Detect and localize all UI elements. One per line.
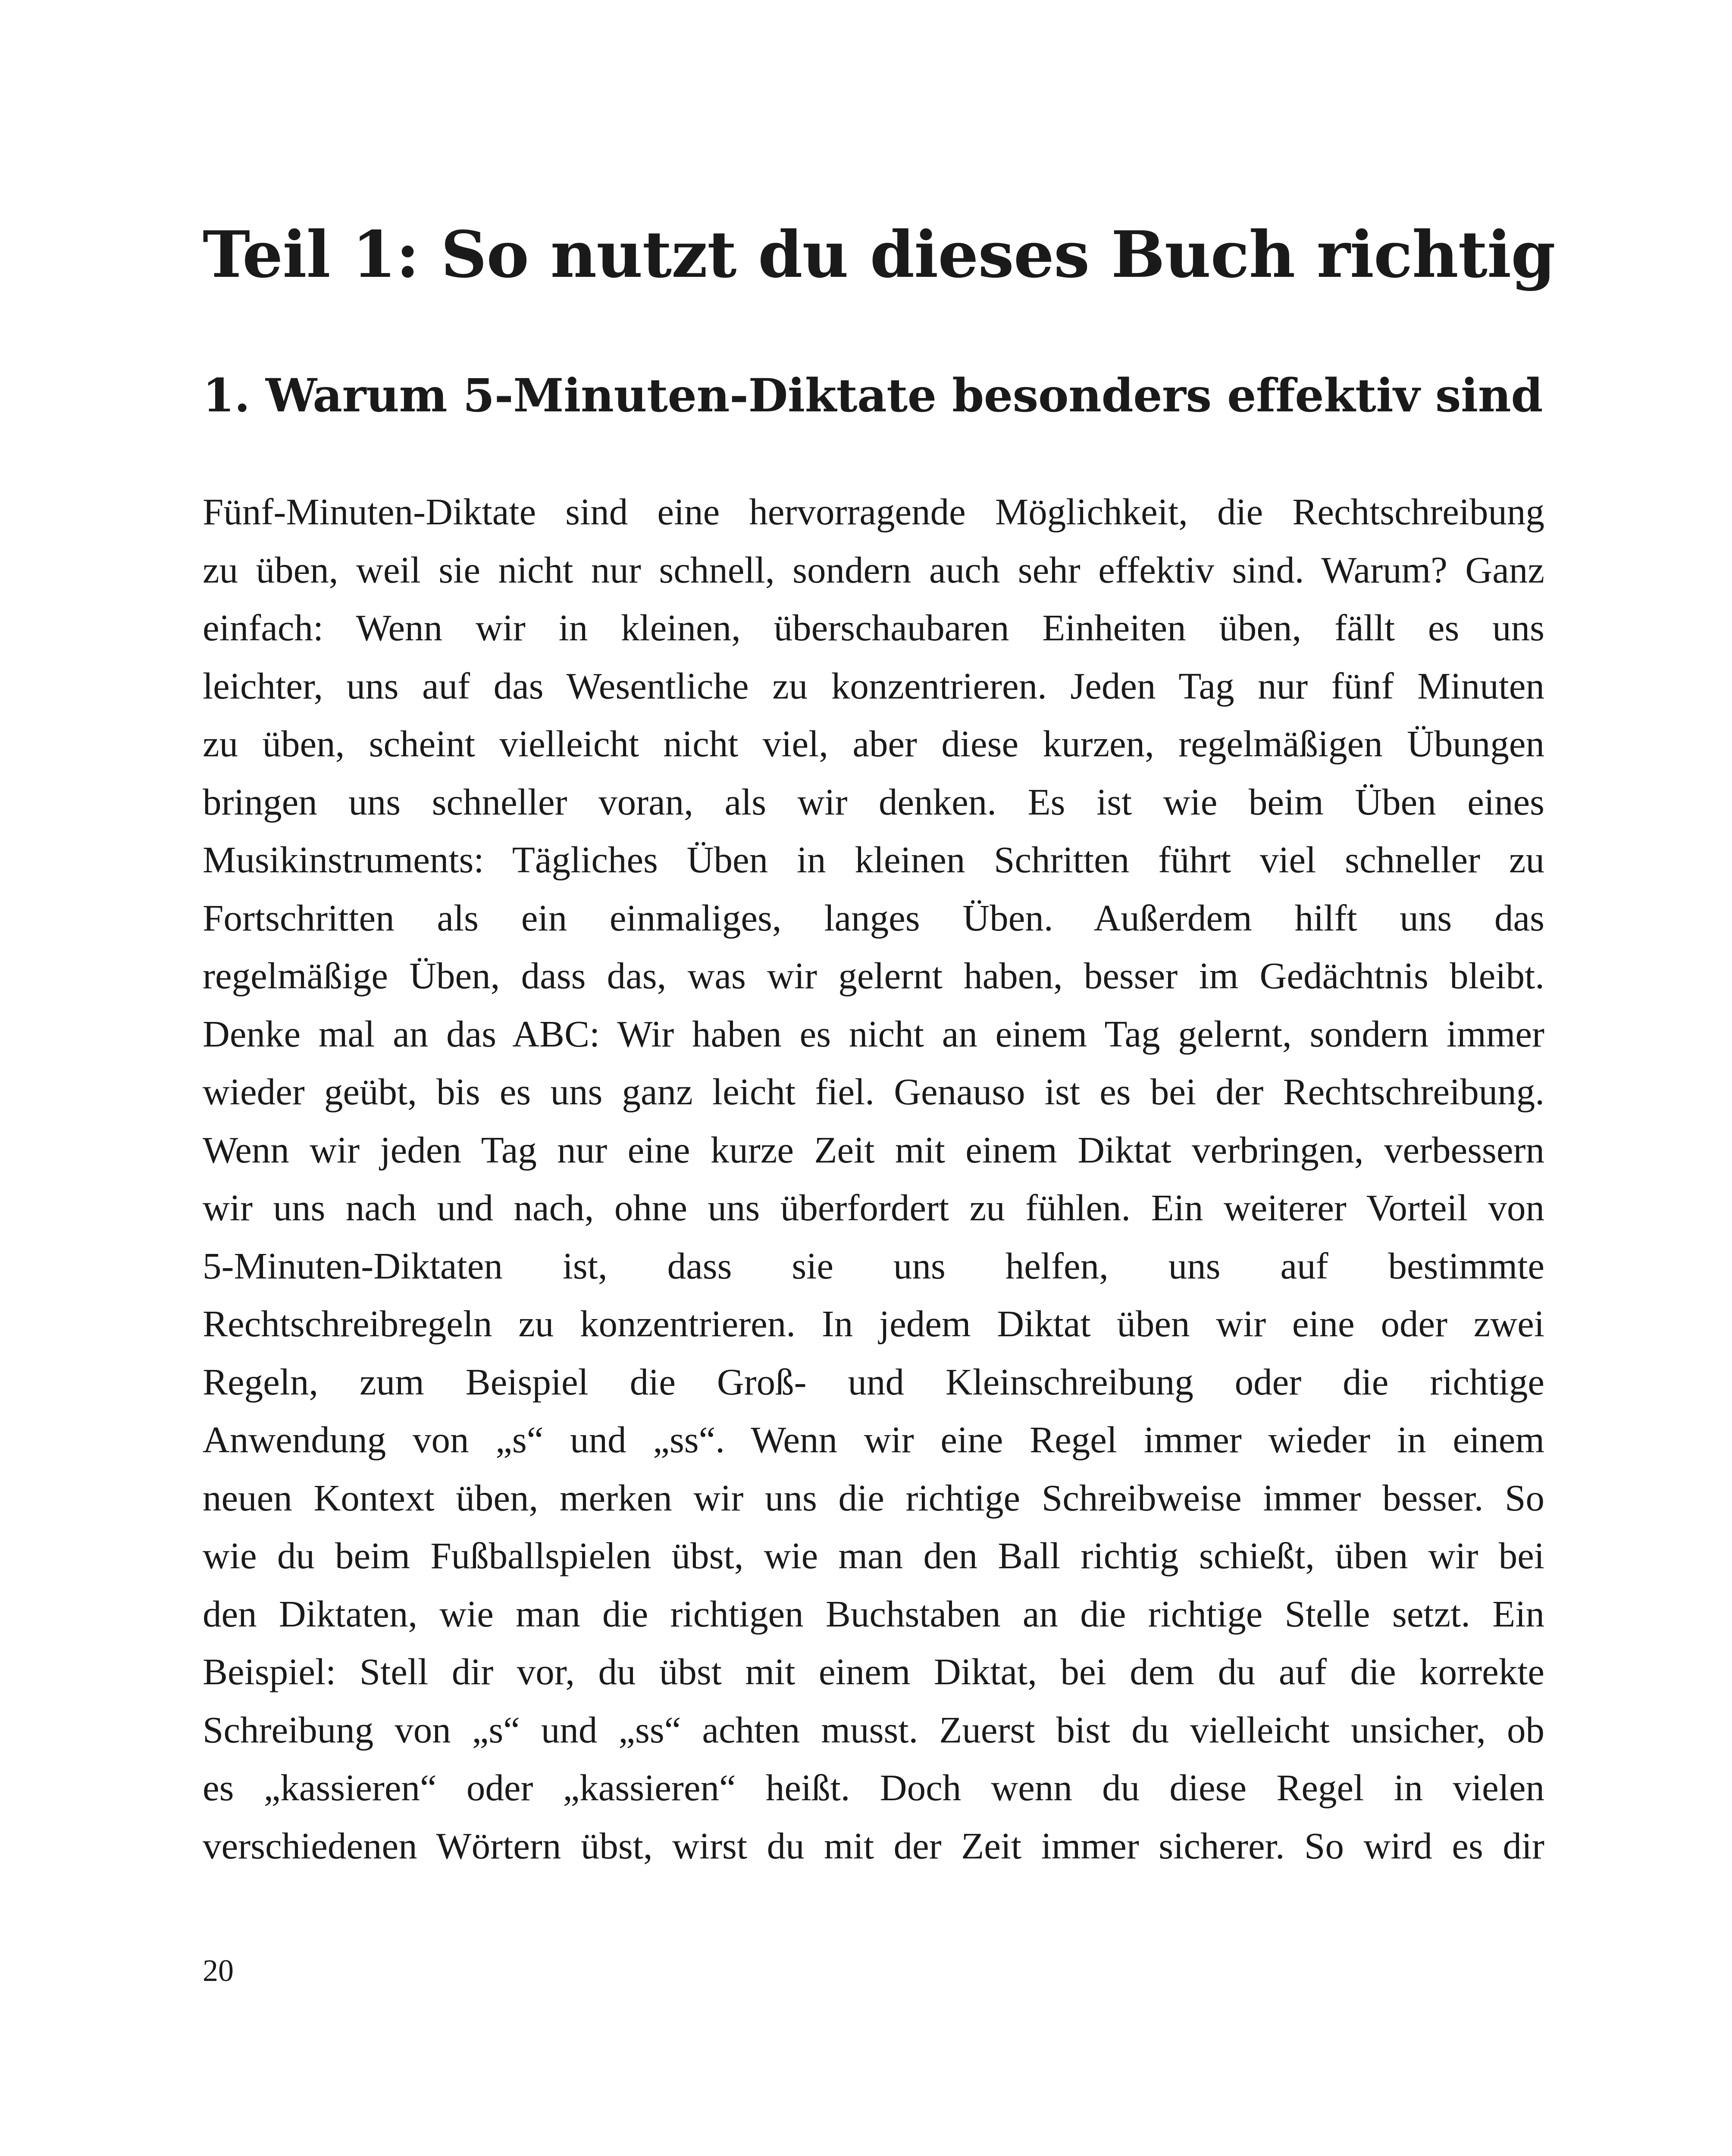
paragraph-line: wir uns nach und nach, ohne uns überfordert zu fühlen. Ein weiterer Vorteil von	[203, 1187, 1544, 1228]
paragraph-line: zu üben, scheint vielleicht nicht viel, aber diese kurzen, regelmäßigen Übungen	[203, 723, 1544, 765]
paragraph-line: bringen uns schneller voran, als wir denken. Es ist wie beim Üben eines	[203, 780, 1544, 823]
paragraph-line: Fünf-Minuten-Diktate sind eine hervorragende Möglichkeit, die Rechtschreibung	[203, 491, 1544, 533]
paragraph-line: Rechtschreibregeln zu konzentrieren. In jedem Diktat üben wir eine oder zwei	[203, 1303, 1544, 1344]
paragraph-line: Schreibung von „s“ und „ss“ achten musst. Zuerst bist du vielleicht unsicher, ob	[203, 1708, 1544, 1751]
paragraph-line: Anwendung von „s“ und „ss“. Wenn wir eine Regel immer wieder in einem	[203, 1419, 1544, 1460]
paragraph-line: leichter, uns auf das Wesentliche zu konzentrieren. Jeden Tag nur fünf Minuten	[203, 664, 1544, 707]
paragraph-line: Denke mal an das ABC: Wir haben es nicht an einem Tag gelernt, sondern immer	[203, 1012, 1544, 1055]
paragraph-line: verschiedenen Wörtern übst, wirst du mit der Zeit immer sicherer. So wird es dir	[203, 1824, 1544, 1867]
paragraph-line: es „kassieren“ oder „kassieren“ heißt. Doch wenn du diese Regel in vielen	[203, 1767, 1544, 1808]
paragraph-line: Beispiel: Stell dir vor, du übst mit einem Diktat, bei dem du auf die korrekte	[203, 1651, 1544, 1692]
section-title: 1. Warum 5-Minuten-Diktate besonders effektiv sind	[203, 368, 1543, 422]
body-paragraph	[203, 483, 1544, 1875]
paragraph-line: Regeln, zum Beispiel die Groß- und Kleinschreibung oder die richtige	[203, 1360, 1544, 1403]
paragraph-line: Fortschritten als ein einmaliges, langes Üben. Außerdem hilft uns das	[203, 896, 1544, 939]
paragraph-line: wieder geübt, bis es uns ganz leicht fiel. Genauso ist es bei der Rechtschreibung.	[203, 1071, 1544, 1112]
paragraph-line: Wenn wir jeden Tag nur eine kurze Zeit mit einem Diktat verbringen, verbessern	[203, 1128, 1544, 1171]
page-number: 20	[203, 1953, 234, 1988]
paragraph-line: regelmäßige Üben, dass das, was wir gelernt haben, besser im Gedächtnis bleibt.	[203, 955, 1544, 997]
paragraph-line: den Diktaten, wie man die richtigen Buchstaben an die richtige Stelle setzt. Ein	[203, 1592, 1544, 1635]
paragraph-line: wie du beim Fußballspielen übst, wie man den Ball richtig schießt, üben wir bei	[203, 1535, 1544, 1576]
paragraph-line: neuen Kontext üben, merken wir uns die richtige Schreibweise immer besser. So	[203, 1476, 1544, 1519]
paragraph-line: einfach: Wenn wir in kleinen, überschaubaren Einheiten üben, fällt es uns	[203, 607, 1544, 649]
paragraph-line: Musikinstruments: Tägliches Üben in kleinen Schritten führt viel schneller zu	[203, 839, 1544, 881]
paragraph-line: 5-Minuten-Diktaten ist, dass sie uns helfen, uns auf bestimmte	[203, 1244, 1544, 1287]
paragraph-line: zu üben, weil sie nicht nur schnell, sondern auch sehr effektiv sind. Warum? Ganz	[203, 548, 1544, 591]
chapter-title: Teil 1: So nutzt du dieses Buch richtig	[203, 217, 1555, 292]
